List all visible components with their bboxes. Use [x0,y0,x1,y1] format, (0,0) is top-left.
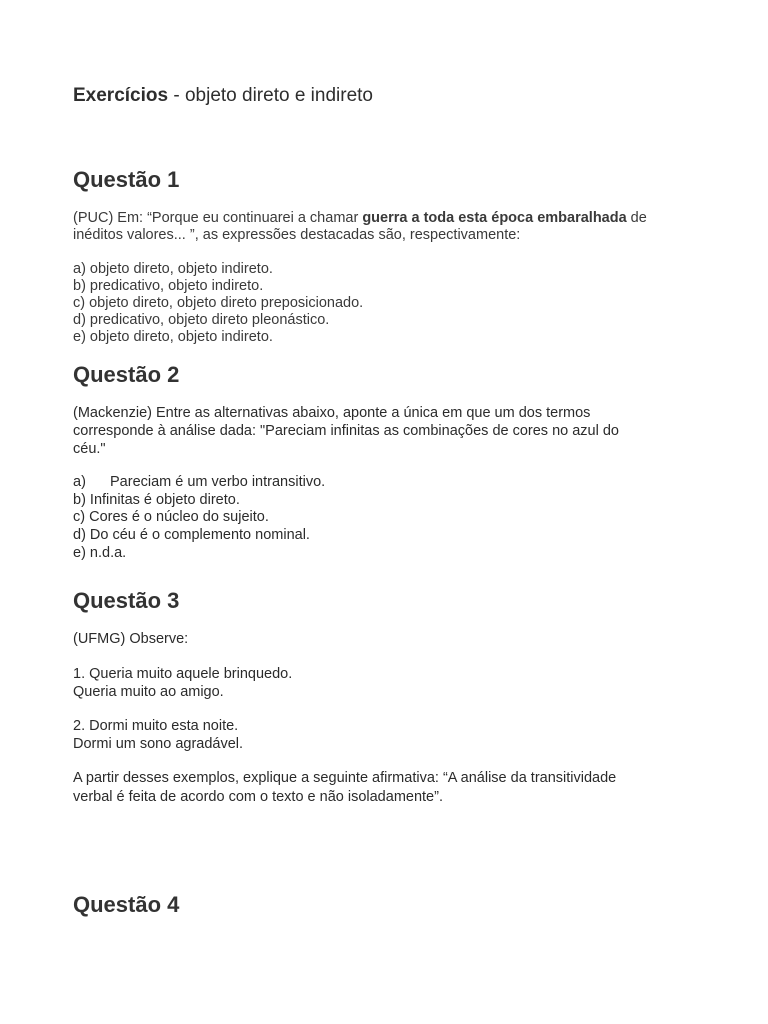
question-1-option-e: e) objeto direto, objeto indireto. [73,329,273,345]
question-2-heading: Questão 2 [73,362,180,387]
question-3-intro: (UFMG) Observe: [73,631,189,647]
question-3-prompt [73,769,693,807]
question-3-example-2 [73,717,693,753]
question-1-option-a: a) objeto direto, objeto indireto. [73,261,273,277]
question-2-option-e: e) n.d.a. [73,544,127,561]
question-1-prompt [73,210,693,244]
document-title [73,85,373,107]
question-2-option-a-text: Pareciam é um verbo intransitivo. [110,474,326,490]
question-1-prompt-line-1 [73,210,693,227]
question-3-example-1 [73,666,693,701]
question-3-example-1-line-2: Queria muito ao amigo. [73,683,224,700]
question-2-options [73,474,693,563]
question-3-example-2-line-1: 2. Dormi muito esta noite. [73,718,239,734]
question-1-option-b: b) predicativo, objeto indireto. [73,278,264,294]
question-2-prompt-line-3: céu." [73,441,106,457]
question-3-heading: Questão 3 [73,588,180,613]
question-2-option-a [73,474,693,492]
question-1-option-d: d) predicativo, objeto direto pleonástico. [73,312,330,328]
question-3-prompt-line-1: A partir desses exemplos, explique a seguinte afirmativa: “A análise da transitividade [73,770,617,786]
question-1-prompt-highlight: guerra a toda esta época embaralhada [362,210,627,226]
question-1-prompt-before: (PUC) Em: “Porque eu continuarei a chamar [73,210,363,226]
question-1-prompt-line-2: inéditos valores... ”, as expressões destacadas são, respectivamente: [73,227,521,243]
question-2-option-d: d) Do céu é o complemento nominal. [73,527,310,544]
question-3-example-2-line-2: Dormi um sono agradável. [73,736,244,752]
question-2-option-c: c) Cores é o núcleo do sujeito. [73,509,269,526]
question-3-prompt-line-2: verbal é feita de acordo com o texto e não isoladamente”. [73,789,443,805]
question-1-option-c: c) objeto direto, objeto direto preposicionado. [73,295,364,311]
question-2-prompt-line-1: (Mackenzie) Entre as alternativas abaixo, aponte a única em que um dos termos [73,405,591,421]
question-2-option-a-marker: a) [73,474,86,490]
question-1-heading: Questão 1 [73,167,180,192]
document-title-bold: Exercícios [73,85,169,106]
question-1-prompt-after: de [626,210,647,226]
document-title-rest: - objeto direto e indireto [168,85,373,106]
question-4-heading: Questão 4 [73,892,180,917]
question-2-option-b: b) Infinitas é objeto direto. [73,491,240,508]
question-3-example-1-line-1: 1. Queria muito aquele brinquedo. [73,666,293,682]
question-1-options [73,261,693,346]
question-2-prompt [73,404,693,458]
question-2-prompt-line-2: corresponde à análise dada: "Pareciam infinitas as combinações de cores no azul do [73,423,619,439]
